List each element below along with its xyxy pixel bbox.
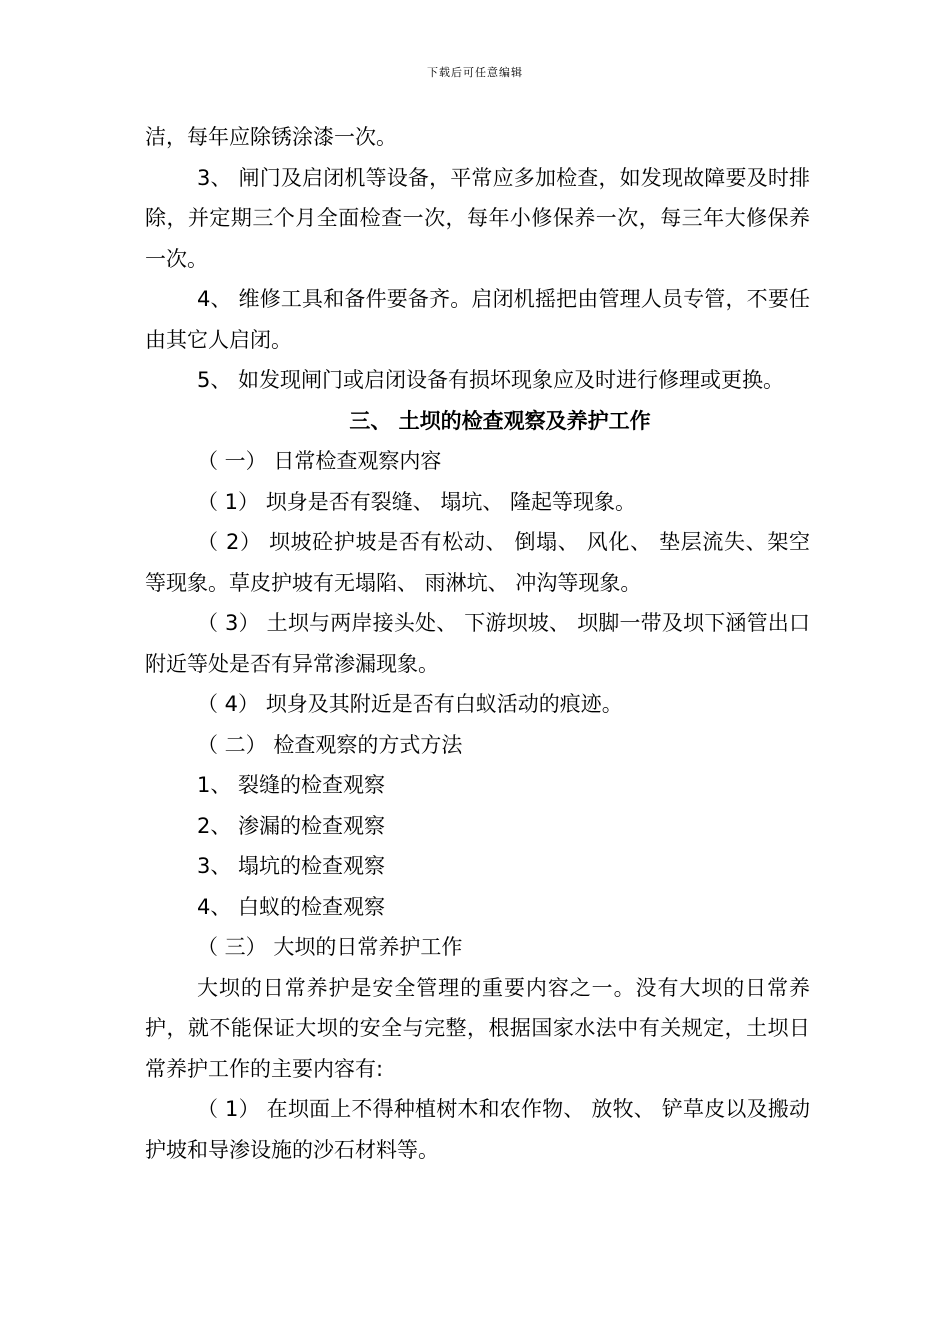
page-header: 下载后可任意编辑 — [427, 66, 523, 79]
paragraph: （ 3） 土坝与两岸接头处、 下游坝坡、 坝脚一带及坝下涵管出口附近等处是否有异常渗漏现象。 — [145, 611, 810, 676]
paragraph: （ 2） 坝坡砼护坡是否有松动、 倒塌、 风化、 垫层流失、架空等现象。草皮护坡有无塌陷、 雨淋坑、 冲沟等现象。 — [145, 530, 810, 595]
paragraph: （ 4） 坝身及其附近是否有白蚁活动的痕迹。 — [197, 692, 623, 716]
list-item: 4、 白蚁的检查观察 — [197, 894, 386, 919]
paragraph: 洁，每年应除锈涂漆一次。 — [145, 125, 397, 149]
subsection-heading: （ 二） 检查观察的方式方法 — [197, 732, 463, 757]
paragraph: 4、 维修工具和备件要备齐。启闭机摇把由管理人员专管，不要任由其它人启闭。 — [145, 287, 810, 352]
paragraph: 3、 闸门及启闭机等设备，平常应多加检查，如发现故障要及时排除，并定期三个月全面检查一次，每年小修保养一次，每三年大修保养一次。 — [145, 165, 810, 271]
paragraph: （ 1） 坝身是否有裂缝、 塌坑、 隆起等现象。 — [197, 489, 637, 514]
subsection-heading: （ 三） 大坝的日常养护工作 — [197, 935, 463, 959]
document-body — [145, 117, 810, 1170]
list-item: 2、 渗漏的检查观察 — [197, 813, 386, 838]
list-item: 1、 裂缝的检查观察 — [197, 773, 386, 797]
paragraph: 5、 如发现闸门或启闭设备有损坏现象应及时进行修理或更换。 — [197, 368, 785, 392]
list-item: 3、 塌坑的检查观察 — [197, 854, 386, 878]
subsection-heading: （ 一） 日常检查观察内容 — [197, 449, 442, 473]
paragraph: 大坝的日常养护是安全管理的重要内容之一。没有大坝的日常养护，就不能保证大坝的安全与完整，根据国家水法中有关规定，土坝日常养护工作的主要内容有: — [145, 975, 810, 1081]
section-heading: 三、 土坝的检查观察及养护工作 — [349, 408, 651, 433]
paragraph: （ 1） 在坝面上不得种植树木和农作物、 放牧、 铲草皮以及搬动护坡和导渗设施的沙石材料等。 — [145, 1097, 810, 1162]
